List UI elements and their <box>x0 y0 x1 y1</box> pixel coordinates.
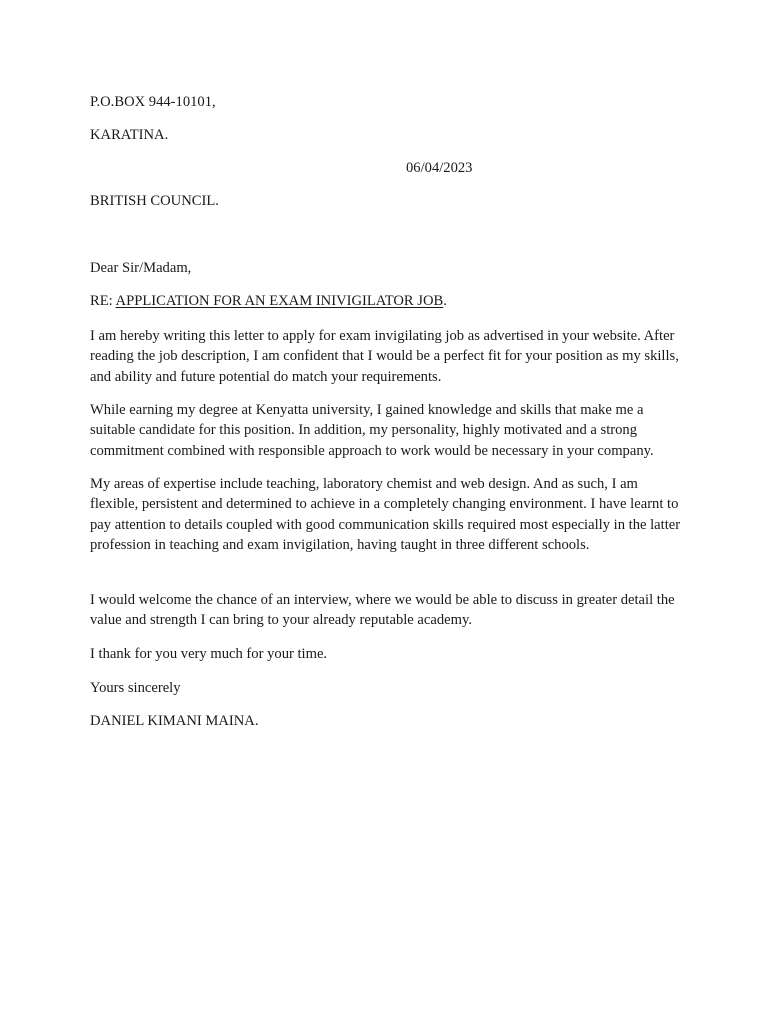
body-paragraph-3: My areas of expertise include teaching, laboratory chemist and web design. And as such, I am flexible, persistent and determined to achieve in a completely changing environment. I have learnt to pay attention to details coupled with good communication skills required most especially in the latter profession in teaching and exam invigilation, having taught in three different schools. <box>90 476 681 553</box>
subject-prefix: RE: <box>90 293 116 309</box>
salutation: Dear Sir/Madam, <box>90 260 192 276</box>
recipient: BRITISH COUNCIL. <box>90 193 219 209</box>
signature-name: DANIEL KIMANI MAINA. <box>90 713 259 729</box>
body-paragraph-5: I thank for you very much for your time. <box>90 646 328 662</box>
letter-date: 06/04/2023 <box>406 160 473 176</box>
subject-title: APPLICATION FOR AN EXAM INIVIGILATOR JOB <box>115 293 444 309</box>
subject-line <box>90 291 447 311</box>
body-paragraph-2: While earning my degree at Kenyatta university, I gained knowledge and skills that make me a suitable candidate for this position. In addition, my personality, highly motivated and a strong commitment combined with responsible approach to work would be necessary in your company. <box>90 402 654 459</box>
body-paragraph-1: I am hereby writing this letter to apply for exam invigilating job as advertised in your website. After reading the job description, I am confident that I would be a perfect fit for your position as my skills, and ability and future potential do match your requirements. <box>90 328 679 385</box>
closing: Yours sincerely <box>90 680 181 696</box>
address-line-1: P.O.BOX 944-10101, <box>90 94 216 110</box>
body-paragraph-4: I would welcome the chance of an interview, where we would be able to discuss in greater detail the value and strength I can bring to your already reputable academy. <box>90 592 675 629</box>
subject-suffix: . <box>443 293 447 309</box>
address-line-2: KARATINA. <box>90 127 169 143</box>
